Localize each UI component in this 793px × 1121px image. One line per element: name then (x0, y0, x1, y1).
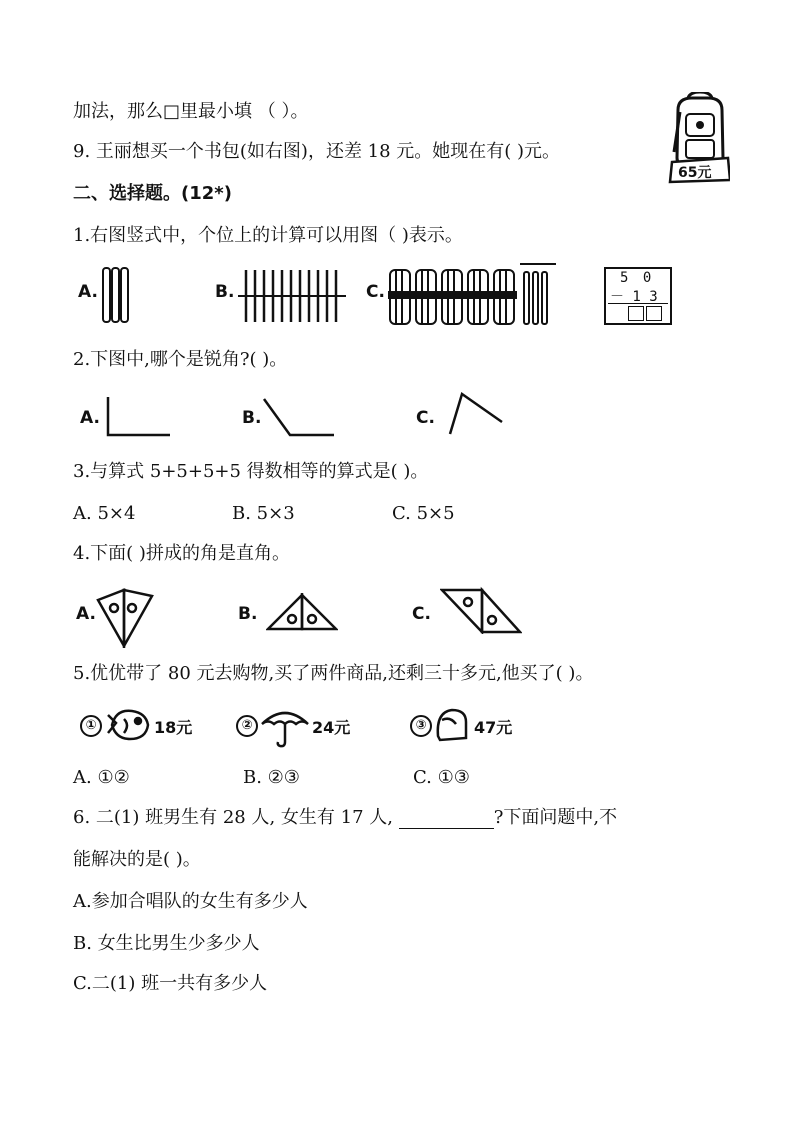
q5-item-1-price: 18元 (154, 718, 193, 737)
q1-option-a-sticks (100, 266, 134, 324)
question-4: 4.下面( )拼成的角是直角。 (73, 543, 290, 564)
q1-option-c-label: C. (366, 282, 385, 302)
hat-icon (434, 706, 470, 744)
q1-option-a-label: A. (78, 282, 98, 302)
answer-box-tens[interactable] (628, 306, 644, 321)
q5-option-b: B. ②③ (243, 767, 300, 788)
question-3: 3.与算式 5+5+5+5 得数相等的算式是( )。 (73, 461, 429, 482)
backpack-image (668, 92, 730, 184)
q2-acute-angle (446, 392, 504, 436)
subtrahend: － 1 3 (610, 289, 658, 305)
q2-option-a-label: A. (80, 408, 100, 428)
answer-blank[interactable] (399, 810, 494, 829)
question-9: 9. 王丽想买一个书包(如右图)，还差 18 元。她现在有( )元。 (73, 141, 561, 162)
q5-option-a: A. ①② (73, 767, 130, 788)
q2-option-b-label: B. (242, 408, 262, 428)
question-6 (73, 807, 617, 829)
q3-option-c: C. 5×5 (392, 503, 455, 524)
question-6-text-start: 6. 二(1) 班男生有 28 人, 女生有 17 人, (73, 807, 393, 828)
question-6-option-b: B. 女生比男生少多少人 (73, 933, 260, 954)
q5-item-1-number: ① (80, 715, 102, 737)
q4-option-b-label: B. (238, 604, 258, 624)
sum-line (608, 303, 668, 304)
q2-right-angle (104, 395, 172, 439)
question-5: 5.优优带了 80 元去购物,买了两件商品,还剩三十多元,他买了( )。 (73, 663, 594, 684)
answer-box-ones[interactable] (646, 306, 662, 321)
question-1: 1.右图竖式中，个位上的计算可以用图（ )表示。 (73, 225, 463, 246)
q1-option-c-bundles (388, 262, 560, 328)
vertical-subtraction-box (604, 267, 672, 325)
backpack-price: 65元 (678, 165, 712, 181)
q2-obtuse-angle (262, 395, 336, 439)
q5-item-3-number: ③ (410, 715, 432, 737)
q1-option-b-sticks (238, 268, 348, 324)
question-2: 2.下图中,哪个是锐角?( )。 (73, 349, 288, 370)
fish-toy-icon (106, 705, 154, 745)
q5-item-2-price: 24元 (312, 718, 351, 737)
question-6-option-a: A.参加合唱队的女生有多少人 (73, 891, 308, 912)
q4-option-a-triangles (96, 586, 154, 648)
question-6-text-end: ?下面问题中,不 (493, 807, 618, 828)
question-8-continuation: 加法，那么□里最小填 （ ）。 (73, 101, 309, 122)
q4-option-c-label: C. (412, 604, 431, 624)
question-6-line-2: 能解决的是( )。 (73, 849, 201, 870)
q4-option-b-triangles (266, 593, 338, 631)
q5-item-2-number: ② (236, 715, 258, 737)
minuend: 5 0 (620, 270, 655, 286)
umbrella-icon (260, 706, 310, 748)
q5-option-c: C. ①③ (413, 767, 470, 788)
q3-option-b: B. 5×3 (232, 503, 295, 524)
q2-option-c-label: C. (416, 408, 435, 428)
q4-option-c-triangles (440, 586, 522, 634)
q1-option-b-label: B. (215, 282, 235, 302)
question-6-option-c: C.二(1) 班一共有多少人 (73, 973, 268, 994)
q3-option-a: A. 5×4 (73, 503, 136, 524)
section-2-heading: 二、选择题。(12*) (73, 183, 232, 204)
q5-item-3-price: 47元 (474, 718, 513, 737)
q4-option-a-label: A. (76, 604, 96, 624)
